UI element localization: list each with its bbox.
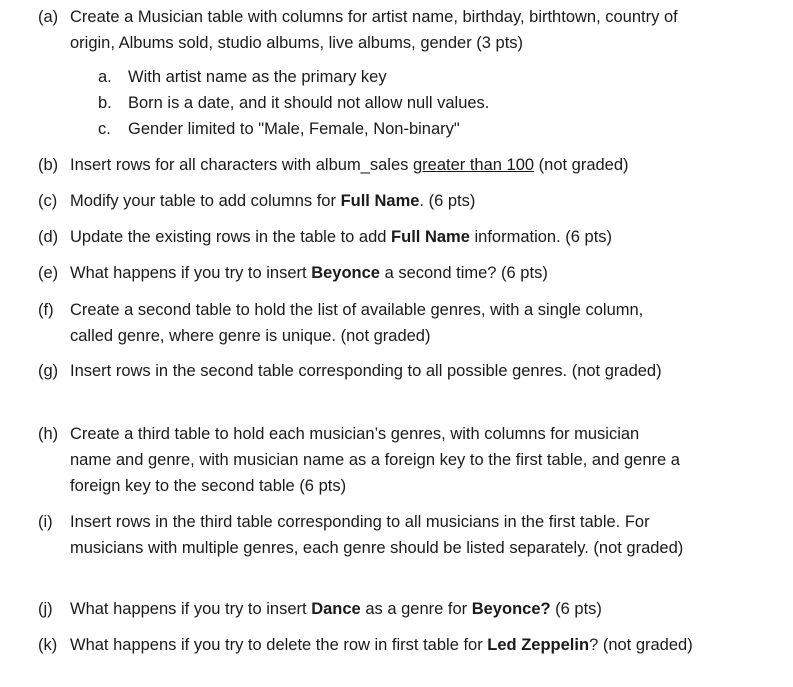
question-e [38, 260, 758, 286]
question-text [70, 224, 758, 250]
subitem-text: Born is a date, and it should not allow null values. [128, 94, 490, 112]
question-label: (j) [38, 600, 53, 618]
subitem-b [98, 90, 489, 116]
subitem-label: c. [98, 120, 111, 138]
question-text: Insert rows in the third table corresponding to all musicians in the first table. For musicians with multiple genres, each genre should be listed separately. (not graded) [70, 513, 684, 557]
question-text [70, 188, 758, 214]
question-label: (i) [38, 513, 53, 531]
question-label: (a) [38, 8, 59, 26]
question-i [38, 509, 758, 561]
bold-text: Beyonce? [471, 600, 551, 618]
question-text [70, 260, 758, 286]
question-text: Create a Musician table with columns for artist name, birthday, birthtown, country of origin, Albums sold, studio albums, live albums, gender (3 pts) [70, 8, 678, 52]
bold-text: Full Name [340, 192, 420, 210]
text-run: What happens if you try to insert [70, 264, 312, 282]
subitem-c [98, 116, 460, 142]
subitem-label: b. [98, 94, 112, 112]
bold-text: Dance [311, 600, 361, 618]
text-run: What happens if you try to insert [70, 600, 312, 618]
question-f [38, 297, 758, 349]
text-run: information. (6 pts) [469, 228, 613, 246]
question-label: (g) [38, 362, 59, 380]
text-run: (not graded) [534, 156, 629, 174]
subitem-label: a. [98, 68, 112, 86]
text-run: What happens if you try to delete the row in first table for [70, 636, 488, 654]
question-a [38, 4, 758, 56]
question-g [38, 358, 758, 384]
text-run: as a genre for [360, 600, 472, 618]
text-run: (6 pts) [550, 600, 602, 618]
bold-text: Led Zeppelin [487, 636, 590, 654]
question-label: (b) [38, 156, 59, 174]
subitem-a [98, 64, 387, 90]
subitem-text: Gender limited to "Male, Female, Non-binary" [128, 120, 460, 138]
question-label: (d) [38, 228, 59, 246]
underlined-text: greater than 100 [412, 156, 535, 174]
text-run: Modify your table to add columns for [70, 192, 341, 210]
text-run: Insert rows for all characters with album_sales [70, 156, 413, 174]
question-label: (e) [38, 264, 59, 282]
question-d [38, 224, 758, 250]
text-run: a second time? (6 pts) [379, 264, 548, 282]
question-text: Insert rows in the second table corresponding to all possible genres. (not graded) [70, 362, 662, 380]
question-b [38, 152, 758, 178]
question-text: Create a third table to hold each musician’s genres, with columns for musician name and genre, with musician name as a foreign key to the first table, and genre a foreign key to the second table (6 pts) [70, 425, 680, 495]
question-label: (f) [38, 301, 54, 319]
question-text [70, 152, 758, 178]
text-run: . (6 pts) [419, 192, 476, 210]
question-text [70, 596, 758, 622]
question-label: (h) [38, 425, 59, 443]
question-label: (c) [38, 192, 58, 210]
question-j [38, 596, 758, 622]
text-run: Update the existing rows in the table to add [70, 228, 392, 246]
bold-text: Beyonce [311, 264, 380, 282]
question-text [70, 632, 710, 658]
question-k [38, 632, 758, 658]
subitem-text: With artist name as the primary key [128, 68, 387, 86]
bold-text: Full Name [391, 228, 470, 246]
question-h [38, 421, 758, 499]
question-text: Create a second table to hold the list of available genres, with a single column, called genre, where genre is unique. (not graded) [70, 301, 644, 345]
question-c [38, 188, 758, 214]
text-run: ? (not graded) [589, 636, 693, 654]
question-label: (k) [38, 636, 58, 654]
